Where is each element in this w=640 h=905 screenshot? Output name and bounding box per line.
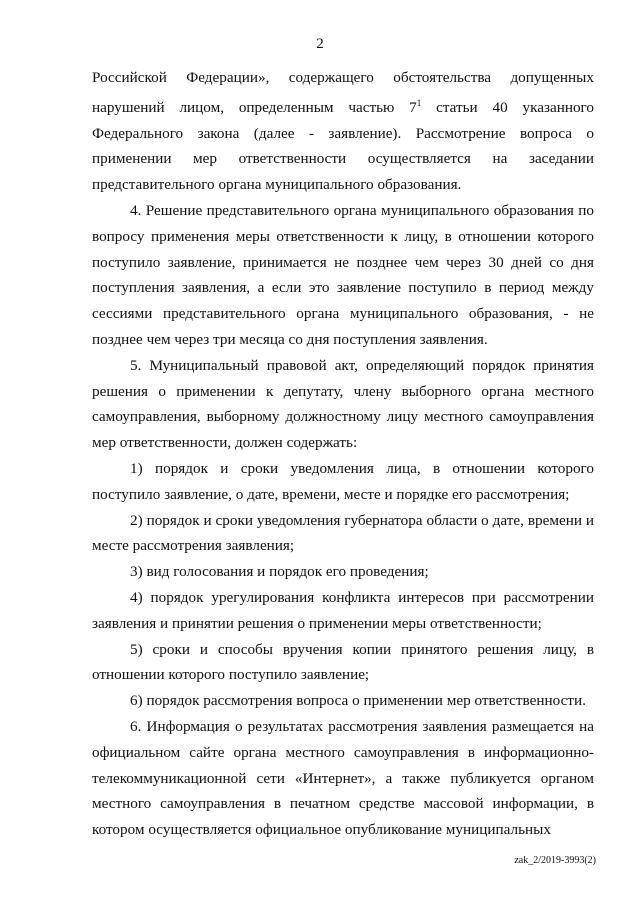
paragraph-item-5: 5. Муниципальный правовой акт, определяющий порядок принятия решения о применении к депутату, члену выборного органа местного самоуправления, выборному должностному лицу местного самоуправления мер ответственности, должен содержать: bbox=[92, 356, 594, 452]
paragraph-text: Российской Федерации», содержащего обстоятельства допущенных нарушений лицом, определенным частью 7 bbox=[92, 69, 594, 116]
list-item: 6) порядок рассмотрения вопроса о применении мер ответственности. bbox=[130, 692, 586, 710]
document-code: zak_2/2019-3993(2) bbox=[514, 855, 596, 866]
page-number: 2 bbox=[316, 36, 324, 52]
list-item: 2) порядок и сроки уведомления губернатора области о дате, времени и месте рассмотрения заявления; bbox=[92, 511, 594, 555]
paragraph-item-6: 6. Информация о результатах рассмотрения заявления размещается на официальном сайте органа местного самоуправления в информационно-телекоммуникационной сети «Интернет», а также публикуется органом местного самоуправления в печатном средстве массовой информации, в котором осуществляется официальное опубликование муниципальных bbox=[92, 717, 594, 839]
list-item: 5) сроки и способы вручения копии принятого решения лицу, в отношении которого поступило заявление; bbox=[92, 640, 594, 684]
paragraph-continuation bbox=[92, 65, 594, 198]
paragraph-text: статьи 40 указанного Федерального закона (далее - заявление). Рассмотрение вопроса о применении мер ответственности осуществляется на заседании представительного органа муниципального образования. bbox=[92, 98, 594, 194]
list-item: 4) порядок урегулирования конфликта интересов при рассмотрении заявления и принятии решения о применении меры ответственности; bbox=[92, 588, 594, 632]
list-item: 1) порядок и сроки уведомления лица, в отношении которого поступило заявление, о дате, времени, месте и порядке его рассмотрения; bbox=[92, 459, 594, 503]
paragraph-item-4: 4. Решение представительного органа муниципального образования по вопросу применения меры ответственности к лицу, в отношении которого поступило заявление, принимается не позднее чем через 30 дней со дня поступления заявления, а если это заявление поступило в период между сессиями представительного органа муниципального образования, - не позднее чем через три месяца со дня поступления заявления. bbox=[92, 201, 594, 348]
list-item: 3) вид голосования и порядок его проведения; bbox=[130, 563, 429, 581]
document-body bbox=[92, 65, 594, 843]
superscript: 1 bbox=[416, 97, 422, 108]
